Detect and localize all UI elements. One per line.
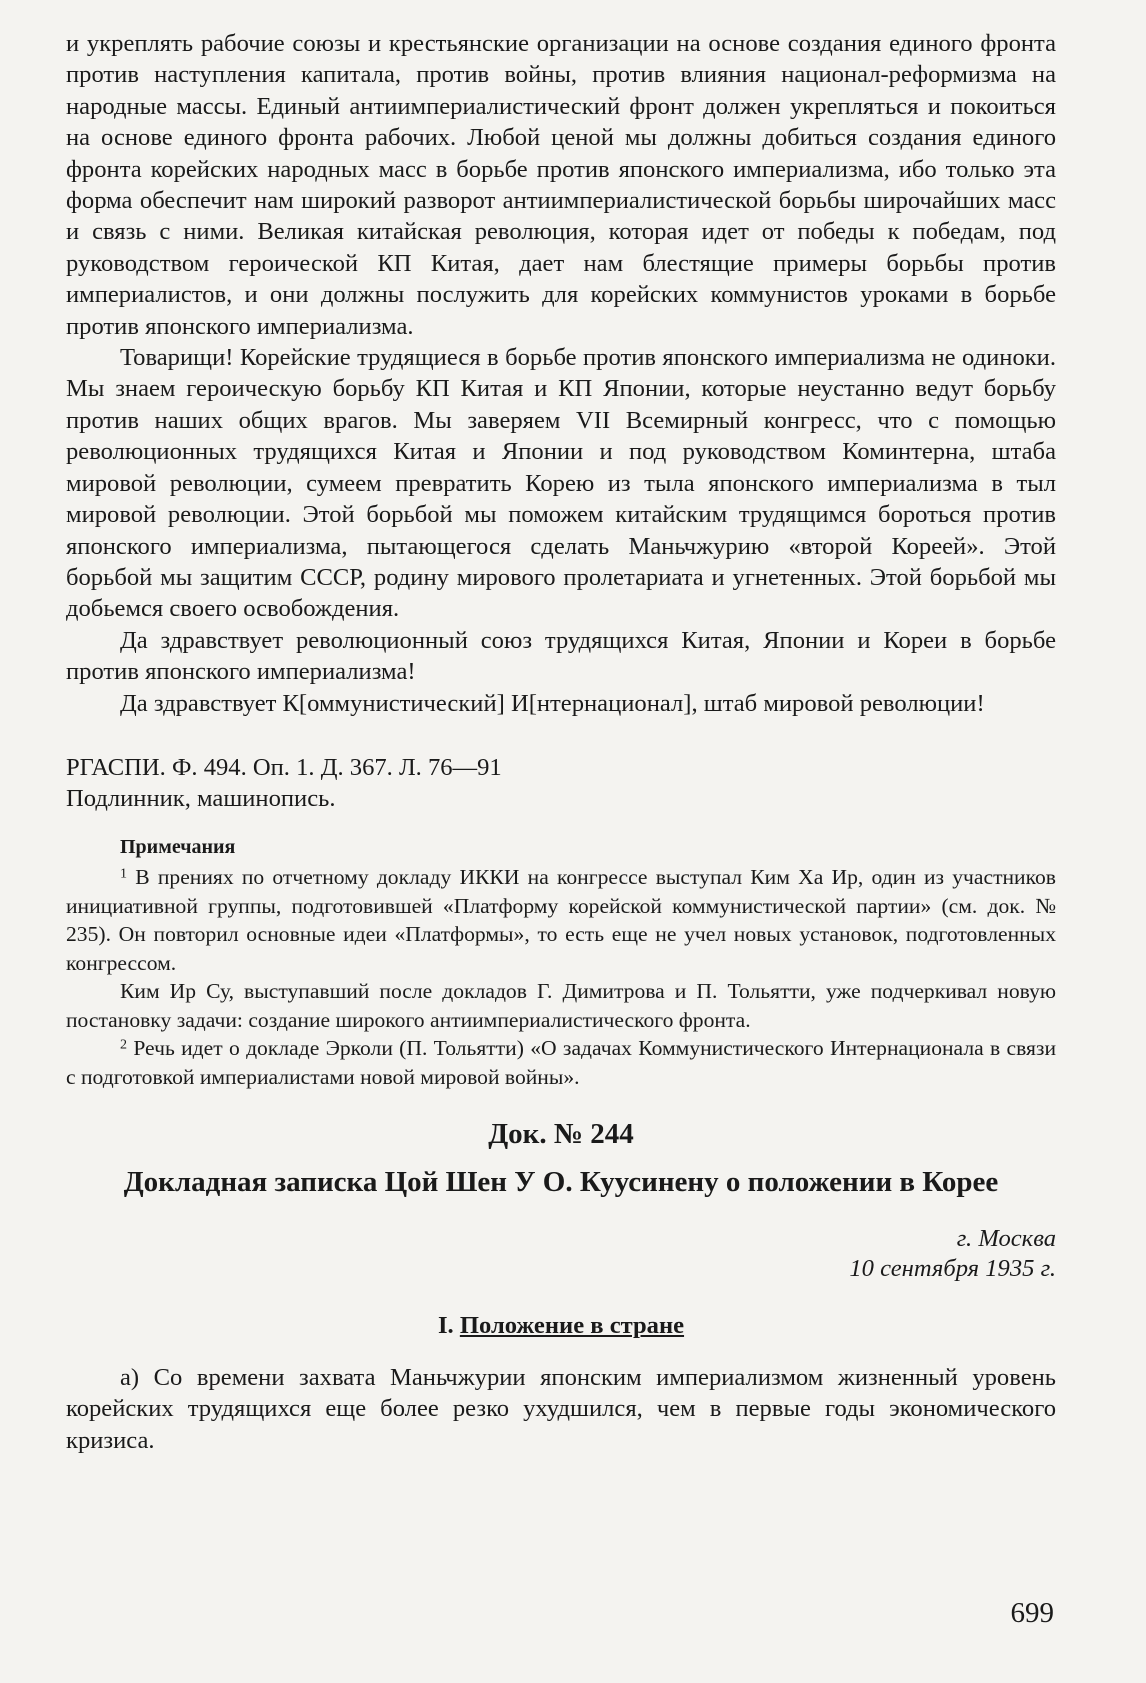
paragraph-comrades: Товарищи! Корейские трудящиеся в борьбе против японского империализма не одиноки. Мы знаем героическую борьбу КП Китая и КП Японии, которые неустанно ведут борьбу против наших общих врагов. Мы заверяем VII Всемирный конгресс, что с помощью революционных трудящихся Китая и Японии и под руководством Коминтерна, штаба мировой революции, сумеем превратить Корею из тыла японского империализма в тыл мировой революции. Этой борьбой мы поможем китайским трудящимся бороться против японского империализма, пытающегося сделать Маньчжурию «второй Кореей». Этой борьбой мы защитим СССР, родину мирового пролетариата и угнетенных. Этой борьбой мы добьемся своего освобождения.	[66, 344, 1056, 623]
section-title: Положение в стране	[459, 1312, 685, 1339]
paragraph-slogan-union: Да здравствует революционный союз трудящихся Китая, Японии и Кореи в борьбе против японского империализма!	[66, 626, 1056, 686]
note-1-marker: 1	[120, 865, 128, 882]
paragraph-slogan-comintern: Да здравствует К[оммунистический] И[нтернационал], штаб мировой революции!	[120, 689, 985, 717]
archive-source-type: Подлинник, машинопись.	[66, 785, 336, 812]
archive-citation: РГАСПИ. Ф. 494. Оп. 1. Д. 367. Л. 76—91	[66, 754, 502, 781]
note-1-continued: Ким Ир Су, выступавший после докладов Г. Димитрова и П. Тольятти, уже подчеркивал новую постановку задачи: создание широкого антиимпериалистического фронта.	[66, 979, 1056, 1032]
document-dateline	[66, 1224, 1056, 1284]
document-date: 10 сентября 1935 г.	[849, 1255, 1056, 1282]
document-place: г. Москва	[956, 1225, 1056, 1252]
document-first-paragraph: а) Со времени захвата Маньчжурии японским империализмом жизненный уровень корейских трудящихся еще более резко ухудшился, чем в первые годы экономического кризиса.	[66, 1364, 1056, 1454]
document-body	[66, 1362, 1056, 1456]
note-2-text: Речь идет о докладе Эрколи (П. Тольятти) «О задачах Коммунистического Интернационала в связи с подготовкой империалистами новой мировой войны».	[66, 1036, 1057, 1089]
document-title: Докладная записка Цой Шен У О. Куусинену о положении в Корее	[123, 1166, 999, 1198]
note-2-marker: 2	[120, 1036, 128, 1053]
archive-reference	[66, 752, 1056, 814]
paragraph-continuation: и укреплять рабочие союзы и крестьянские организации на основе создания единого фронта против наступления капитала, против войны, против влияния национал-реформизма на народные массы. Единый антиимпериалистический фронт должен укрепляться и покоиться на основе единого фронта рабочих. Любой ценой мы должны добиться создания единого фронта корейских народных масс в борьбе против японского империализма, ибо только эта форма обеспечит нам широкий разворот антиимпериалистической борьбы широчайших масс и связь с ними. Великая китайская революция, которая идет от победы к победам, под руководством героической КП Китая, дает нам блестящие примеры борьбы против империалистов, и они должны послужить для корейских коммунистов уроками в борьбе против японского империализма.	[66, 30, 1056, 340]
section-heading	[66, 1312, 1056, 1340]
note-1	[66, 863, 1056, 977]
notes-section	[66, 836, 1056, 1091]
note-2	[66, 1034, 1056, 1091]
main-text	[66, 28, 1056, 719]
section-numeral: I.	[437, 1312, 454, 1339]
document-number: Док. № 244	[488, 1118, 634, 1150]
note-1-text: В прениях по отчетному докладу ИККИ на конгрессе выступал Ким Ха Ир, один из участников инициативной группы, подготовившей «Платформу корейской коммунистической партии» (см. док. № 235). Он повторил основные идеи «Платформы», то есть еще не учел новых установок, подготовленных конгрессом.	[66, 865, 1057, 975]
notes-title: Примечания	[120, 836, 236, 858]
page-number: 699	[1010, 1597, 1054, 1629]
